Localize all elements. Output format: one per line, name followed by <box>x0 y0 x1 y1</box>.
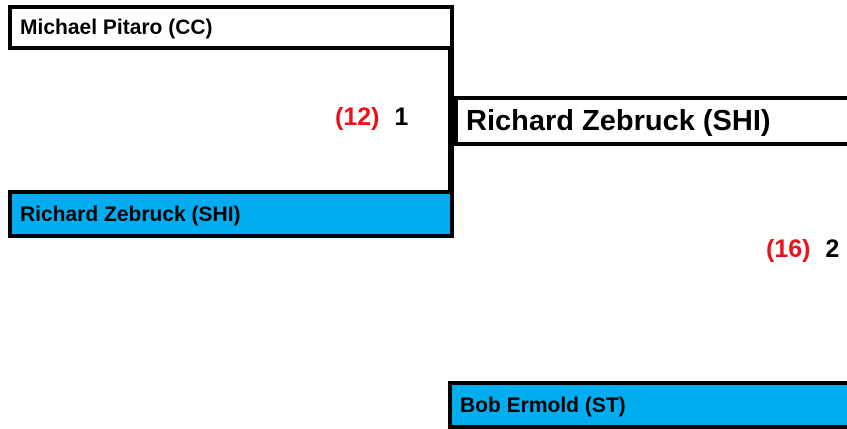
match-1-number: 1 <box>394 103 409 131</box>
entrant-name: Michael Pitaro (CC) <box>20 16 213 39</box>
match-2-number: 2 <box>825 235 840 263</box>
entrant-slot-richard-zebruck <box>8 190 454 238</box>
match-1-seed: (12) <box>335 103 380 131</box>
entrant-slot-michael-pitaro <box>8 5 454 50</box>
entrant-name: Bob Ermold (ST) <box>460 393 626 417</box>
match-1-winner-slot <box>454 96 847 146</box>
match-1-label <box>335 105 408 130</box>
entrant-name: Richard Zebruck (SHI) <box>20 202 241 226</box>
match-2-label <box>766 237 839 262</box>
entrant-slot-bob-ermold <box>448 381 847 429</box>
match-1-winner-name: Richard Zebruck (SHI) <box>466 104 771 137</box>
match-2-seed: (16) <box>766 235 811 263</box>
